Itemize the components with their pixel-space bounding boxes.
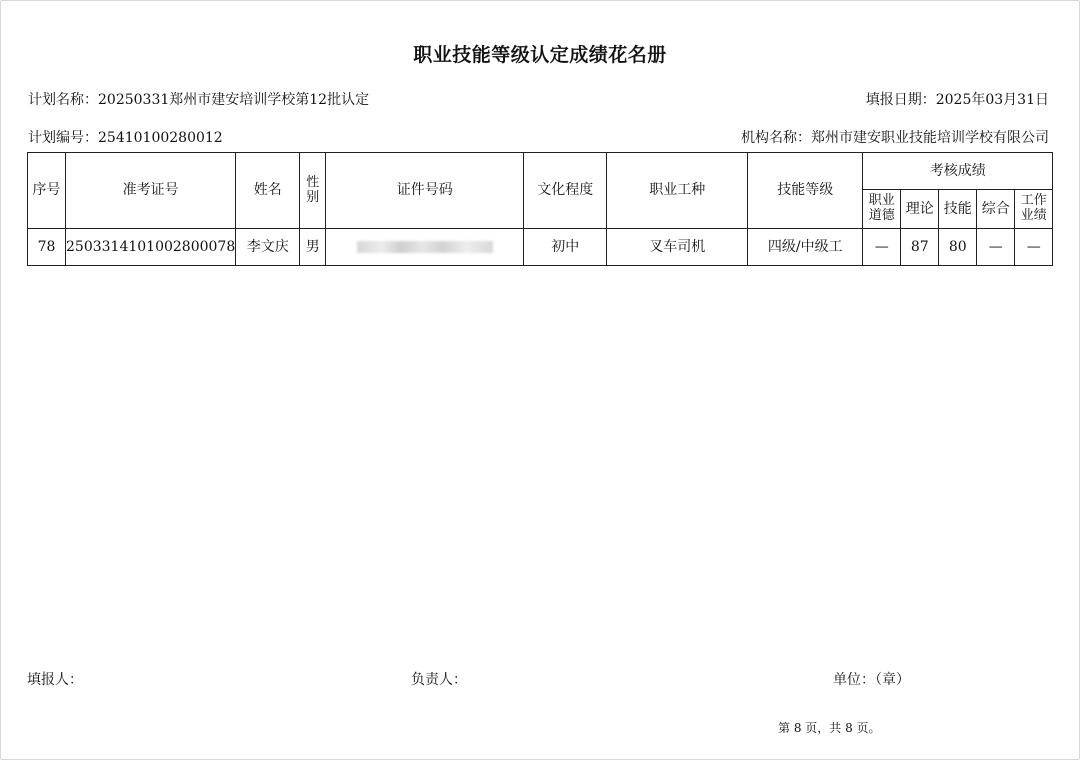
cell-id-no	[326, 229, 524, 266]
header-gender: 性别	[300, 153, 326, 229]
plan-name-value: 20250331郑州市建安培训学校第12批认定	[98, 92, 370, 108]
plan-no-label: 计划编号：	[28, 130, 98, 146]
org-name-value: 郑州市建安职业技能培训学校有限公司	[811, 130, 1049, 146]
header-level: 技能等级	[748, 153, 863, 229]
header-education: 文化程度	[524, 153, 607, 229]
cell-seq: 78	[28, 229, 66, 266]
plan-no-line	[28, 127, 223, 147]
score-roster-table	[27, 152, 1053, 266]
org-label: 机构名称：	[741, 130, 811, 146]
responsible-label: 负责人：	[411, 672, 467, 688]
cell-performance: —	[1015, 229, 1053, 266]
cell-ethics: —	[863, 229, 901, 266]
table-row	[28, 229, 1053, 266]
cell-gender: 男	[300, 229, 326, 266]
page-indicator: 第 8 页，共 8 页。	[778, 721, 881, 735]
filler-label: 填报人：	[27, 672, 83, 688]
page-title: 职业技能等级认定成绩花名册	[413, 44, 667, 66]
header-ticket: 准考证号	[66, 153, 236, 229]
header-id-no: 证件号码	[326, 153, 524, 229]
fill-date-value: 2025年03月31日	[935, 92, 1049, 108]
cell-theory: 87	[901, 229, 939, 266]
unit-seal-label: 单位：（章）	[833, 672, 910, 688]
header-performance: 工作业绩	[1015, 190, 1053, 229]
header-seq: 序号	[28, 153, 66, 229]
cell-ticket: 2503314101002800078	[66, 229, 236, 266]
plan-no-value: 25410100280012	[98, 130, 223, 146]
header-name: 姓名	[236, 153, 300, 229]
header-overall: 综合	[977, 190, 1015, 229]
header-ethics: 职业道德	[863, 190, 901, 229]
fill-date-label: 填报日期：	[865, 92, 936, 108]
org-line	[741, 127, 1049, 147]
header-scores-group: 考核成绩	[863, 153, 1053, 190]
plan-name-line	[28, 89, 369, 109]
header-row-top	[28, 153, 1053, 190]
cell-level: 四级/中级工	[748, 229, 863, 266]
header-trade: 职业工种	[607, 153, 748, 229]
header-skill: 技能	[939, 190, 977, 229]
cell-trade: 叉车司机	[607, 229, 748, 266]
plan-name-label: 计划名称：	[28, 92, 98, 108]
fill-date-line	[866, 89, 1049, 109]
redacted-id-blur	[357, 241, 493, 253]
cell-overall: —	[977, 229, 1015, 266]
cell-name: 李文庆	[236, 229, 300, 266]
cell-education: 初中	[524, 229, 607, 266]
cell-skill: 80	[939, 229, 977, 266]
header-theory: 理论	[901, 190, 939, 229]
